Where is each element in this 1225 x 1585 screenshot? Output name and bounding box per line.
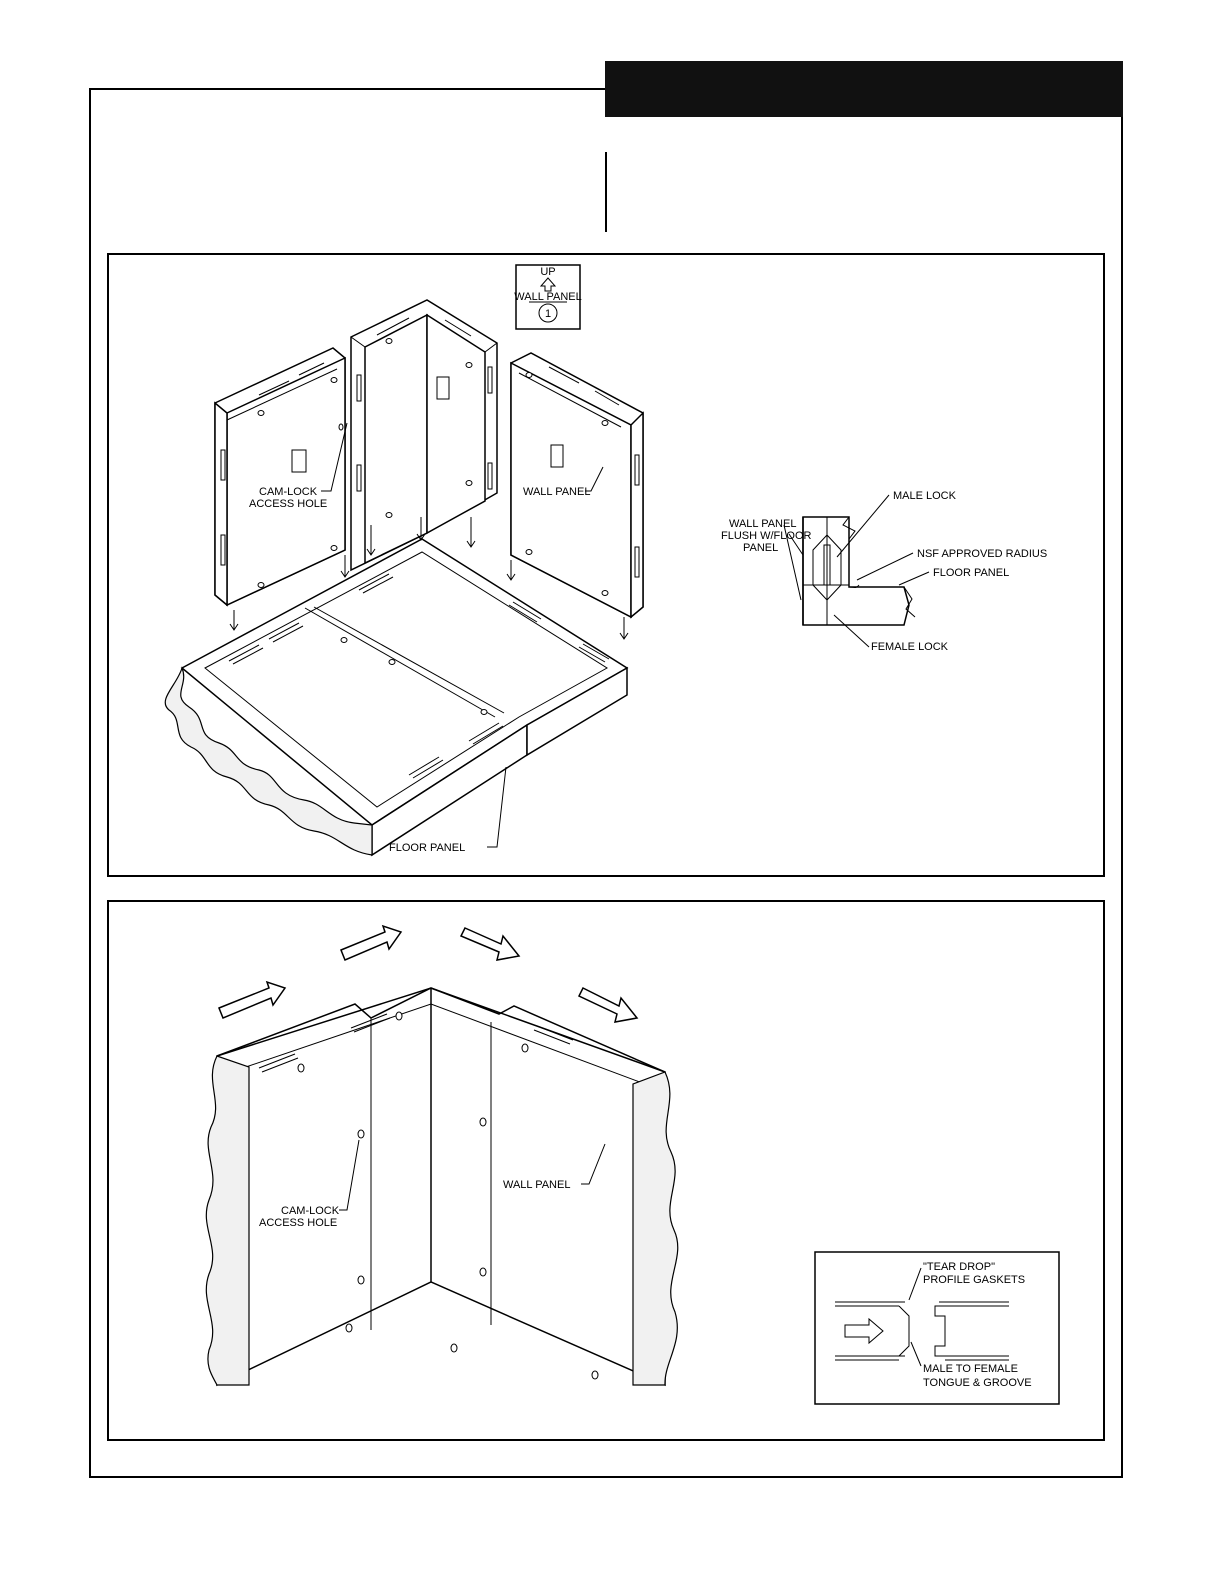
nsf-radius-label: NSF APPROVED RADIUS — [917, 548, 1048, 560]
label-box-up-text: UP — [540, 266, 556, 278]
bottom-wall-panel-label: WALL PANEL — [503, 1179, 571, 1191]
tongue-label-line1: MALE TO FEMALE — [923, 1363, 1018, 1375]
gasket-label-line1: "TEAR DROP" — [923, 1261, 995, 1273]
header-bar — [605, 61, 1123, 117]
wall-flush-label-line1: WALL PANEL — [729, 518, 797, 530]
detail-floor-panel-label: FLOOR PANEL — [933, 567, 1010, 579]
push-arrow-icon-4 — [579, 988, 637, 1022]
bottom-cam-lock-label-line1: CAM-LOCK — [281, 1205, 340, 1217]
label-box-panel-text: WALL PANEL — [514, 291, 582, 303]
cam-lock-label-line1: CAM-LOCK — [259, 486, 318, 498]
floor-panel-label: FLOOR PANEL — [389, 842, 466, 854]
floor-wall-assembly-drawing — [109, 255, 1107, 879]
corner-wall-assembly — [206, 988, 677, 1385]
label-box-number: 1 — [544, 308, 552, 320]
up-arrow-icon — [541, 278, 555, 291]
wall-panel-corner — [351, 300, 497, 570]
wall-panel-label-box — [514, 265, 581, 329]
push-arrow-icon-3 — [461, 928, 519, 960]
push-arrow-icon-1 — [219, 982, 285, 1018]
insert-arrow-icon — [845, 1319, 883, 1343]
wall-panel-left — [215, 348, 345, 605]
wall-joint-figure — [107, 900, 1105, 1441]
header-divider — [605, 152, 607, 232]
gasket-label-line2: PROFILE GASKETS — [923, 1274, 1026, 1286]
bottom-cam-lock-label-line2: ACCESS HOLE — [259, 1217, 338, 1229]
wall-flush-label-line2: FLUSH W/FLOOR — [721, 530, 812, 542]
floor-wall-lock-detail — [803, 517, 915, 625]
male-lock-label: MALE LOCK — [893, 490, 956, 502]
wall-joint-drawing — [109, 902, 1107, 1443]
wall-panel-label: WALL PANEL — [523, 486, 591, 498]
female-lock-label: FEMALE LOCK — [871, 641, 949, 653]
wall-panel-right — [511, 353, 643, 617]
cam-lock-label-line2: ACCESS HOLE — [249, 498, 328, 510]
push-arrow-icon-2 — [341, 926, 401, 960]
tongue-label-line2: TONGUE & GROOVE — [923, 1377, 1032, 1389]
wall-flush-label-line3: PANEL — [743, 542, 779, 554]
floor-wall-assembly-figure — [107, 253, 1105, 877]
